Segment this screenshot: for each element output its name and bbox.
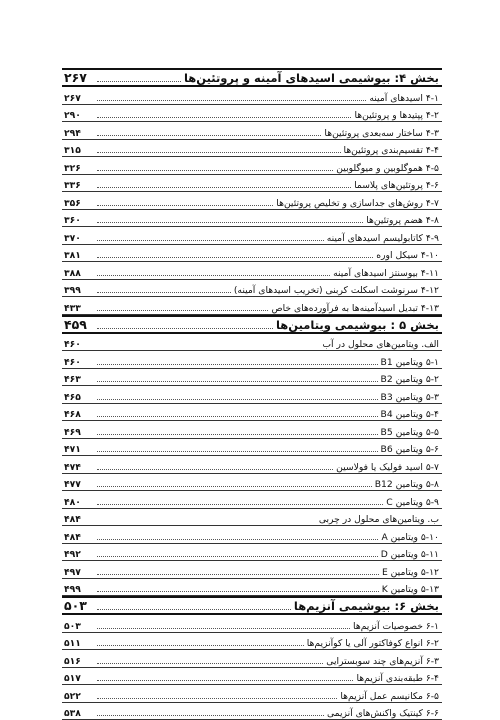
toc-entry-title: ۵-۶ ویتامین B6 — [381, 444, 442, 455]
dot-leader — [97, 328, 273, 329]
toc-entry-title: ۶-۵ مکانیسم عمل آنزیم‌ها — [340, 691, 442, 702]
toc-page-number: ۲۶۷ — [62, 70, 94, 85]
table-of-contents — [62, 68, 442, 720]
toc-page-number: ۵۱۷ — [62, 673, 94, 684]
dot-leader — [97, 663, 323, 664]
toc-entry-title: ۴-۱۰ سیکل اوره — [376, 250, 442, 261]
toc-entry-row — [62, 474, 442, 492]
toc-entry-row — [62, 456, 442, 474]
toc-entry-row — [62, 122, 442, 140]
toc-entry-row — [62, 210, 442, 228]
dot-leader — [97, 275, 330, 276]
toc-page-number: ۲۶۷ — [62, 93, 94, 104]
toc-entry-row — [62, 633, 442, 651]
toc-page-number: ۵۱۶ — [62, 656, 94, 667]
toc-section-row — [62, 596, 442, 615]
toc-entry-row — [62, 579, 442, 597]
toc-section-row — [62, 315, 442, 334]
dot-leader — [97, 539, 378, 540]
toc-entry-row — [62, 351, 442, 369]
dot-leader — [97, 680, 353, 681]
toc-page-number: ۵۳۸ — [62, 708, 94, 719]
toc-entry-row — [62, 386, 442, 404]
toc-entry-title: ۴-۲ پپتیدها و پروتئین‌ها — [354, 110, 442, 121]
toc-entry-title: ۵-۱ ویتامین B1 — [381, 357, 442, 368]
toc-section-row — [62, 68, 442, 87]
toc-entry-title: ۵-۷ اسید فولیک یا فولاسین — [336, 462, 442, 473]
toc-entry-row — [62, 192, 442, 210]
toc-entry-row — [62, 262, 442, 280]
toc-entry-title: ۴-۴ تقسیم‌بندی پروتئین‌ها — [344, 145, 442, 156]
dot-leader — [97, 628, 350, 629]
dot-leader — [97, 81, 181, 82]
toc-entry-title: ۴-۱۳ تبدیل اسیدآمینه‌ها به فرآورده‌های خاص — [271, 303, 442, 314]
dot-leader — [97, 292, 231, 293]
dot-leader — [97, 556, 378, 557]
toc-entry-row — [62, 509, 442, 527]
dot-leader — [97, 469, 333, 470]
toc-page-number: ۴۳۳ — [62, 303, 94, 314]
toc-entry-row — [62, 369, 442, 387]
toc-entry-row — [62, 334, 442, 352]
toc-page-number: ۳۶۰ — [62, 215, 94, 226]
toc-page-number: ۴۷۱ — [62, 444, 94, 455]
toc-page-number: ۴۷۴ — [62, 462, 94, 473]
toc-entry-title: ۵-۴ ویتامین B4 — [381, 409, 442, 420]
toc-page-number: ۴۹۷ — [62, 567, 94, 578]
toc-entry-title: بخش ۴: بیوشیمی اسیدهای آمینه و پروتئین‌ها — [184, 71, 442, 85]
toc-entry-row — [62, 491, 442, 509]
dot-leader — [97, 574, 379, 575]
toc-entry-title: ۵-۱۱ ویتامین D — [381, 549, 442, 560]
dot-leader — [97, 364, 378, 365]
toc-page-number: ۳۷۰ — [62, 233, 94, 244]
toc-page-number: ۳۸۱ — [62, 250, 94, 261]
toc-page-number: ۴۶۰ — [62, 357, 94, 368]
dot-leader — [97, 257, 373, 258]
toc-page-number: ۳۵۶ — [62, 198, 94, 209]
toc-entry-title: ۴-۹ کاتابولیسم اسیدهای آمینه — [327, 233, 442, 244]
toc-page-number: ۴۹۲ — [62, 549, 94, 560]
toc-entry-row — [62, 526, 442, 544]
toc-entry-title: بخش ۶: بیوشیمی آنزیم‌ها — [294, 599, 442, 613]
dot-leader — [97, 416, 378, 417]
toc-entry-row — [62, 157, 442, 175]
toc-entry-row — [62, 105, 442, 123]
toc-page-number: ۵۲۲ — [62, 691, 94, 702]
toc-page-number: ۴۸۴ — [62, 514, 94, 525]
toc-entry-title: ۶-۱ خصوصیات آنزیم‌ها — [353, 621, 442, 632]
dot-leader — [97, 645, 304, 646]
dot-leader — [97, 152, 341, 153]
toc-page-number: ۴۶۹ — [62, 427, 94, 438]
toc-page-number: ۲۹۴ — [62, 128, 94, 139]
dot-leader — [97, 486, 372, 487]
toc-page-number: ۴۷۷ — [62, 479, 94, 490]
toc-entry-title: ۵-۱۰ ویتامین A — [381, 532, 442, 543]
dot-leader — [97, 240, 324, 241]
toc-entry-title: ۵-۸ ویتامین B12 — [375, 479, 442, 490]
toc-entry-row — [62, 87, 442, 105]
toc-entry-title: ۶-۲ انواع کوفاکتور آلی یا کوآنزیم‌ها — [307, 638, 442, 649]
toc-page-number: ۴۶۰ — [62, 339, 94, 350]
toc-entry-title: ب. ویتامین‌های محلول در چربی — [319, 514, 442, 525]
toc-page-number: ۴۸۰ — [62, 497, 94, 508]
toc-page-number: ۴۶۳ — [62, 374, 94, 385]
toc-entry-row — [62, 561, 442, 579]
dot-leader — [97, 698, 337, 699]
toc-entry-title: ۶-۴ طبقه‌بندی آنزیم‌ها — [356, 673, 442, 684]
toc-entry-row — [62, 544, 442, 562]
toc-entry-row — [62, 615, 442, 633]
dot-leader — [97, 222, 363, 223]
dot-leader — [97, 135, 321, 136]
toc-page-number: ۴۸۴ — [62, 532, 94, 543]
toc-entry-row — [62, 439, 442, 457]
toc-page-number: ۵۰۳ — [62, 621, 94, 632]
toc-entry-row — [62, 245, 442, 263]
toc-entry-row — [62, 668, 442, 686]
toc-page-number: ۵۰۳ — [62, 598, 94, 613]
toc-page-number: ۳۸۸ — [62, 268, 94, 279]
toc-entry-title: ۵-۹ ویتامین C — [386, 497, 442, 508]
toc-entry-title: ۴-۱ اسیدهای آمینه — [369, 93, 442, 104]
dot-leader — [97, 434, 378, 435]
toc-entry-title: ۶-۶ کینتیک واکنش‌های آنزیمی — [327, 708, 442, 719]
dot-leader — [97, 381, 378, 382]
toc-page-number: ۴۶۵ — [62, 392, 94, 403]
dot-leader — [97, 399, 378, 400]
toc-entry-row — [62, 175, 442, 193]
toc-entry-title: ۴-۸ هضم پروتئین‌ها — [366, 215, 442, 226]
dot-leader — [97, 591, 379, 592]
dot-leader — [97, 187, 351, 188]
toc-page-number: ۳۳۶ — [62, 180, 94, 191]
dot-leader — [97, 205, 273, 206]
toc-entry-title: ۴-۱۲ سرنوشت اسکلت کربنی (تخریب اسیدهای آمینه) — [234, 285, 442, 296]
toc-page-number: ۳۲۶ — [62, 163, 94, 174]
toc-entry-row — [62, 421, 442, 439]
toc-entry-title: ۵-۱۲ ویتامین E — [382, 567, 442, 578]
toc-entry-title: ۶-۳ آنزیم‌های چند سوبسترایی — [326, 656, 442, 667]
toc-entry-title: ۴-۷ روش‌های جداسازی و تخلیص پروتئین‌ها — [276, 198, 442, 209]
toc-entry-row — [62, 227, 442, 245]
toc-entry-row — [62, 404, 442, 422]
dot-leader — [97, 609, 291, 610]
toc-entry-row — [62, 703, 442, 720]
toc-page-number: ۵۱۱ — [62, 638, 94, 649]
toc-page-number: ۳۱۵ — [62, 145, 94, 156]
dot-leader — [97, 117, 351, 118]
dot-leader — [97, 451, 378, 452]
toc-page-number: ۴۹۹ — [62, 584, 94, 595]
toc-entry-title: بخش ۵ : بیوشیمی ویتامین‌ها — [276, 318, 442, 332]
toc-entry-title: ۴-۶ پروتئین‌های پلاسما — [354, 180, 442, 191]
toc-entry-title: ۵-۱۳ ویتامین K — [382, 584, 442, 595]
toc-entry-title: ۵-۵ ویتامین B5 — [381, 427, 442, 438]
toc-entry-title: ۴-۵ هموگلوبین و میوگلوبین — [336, 163, 442, 174]
dot-leader — [97, 504, 383, 505]
toc-page-number: ۴۵۹ — [62, 317, 94, 332]
toc-entry-title: ۵-۲ ویتامین B2 — [381, 374, 442, 385]
toc-entry-row — [62, 650, 442, 668]
toc-page-number: ۴۶۸ — [62, 409, 94, 420]
toc-entry-title: ۴-۱۱ بیوسنتز اسیدهای آمینه — [333, 268, 442, 279]
toc-entry-title: ۴-۳ ساختار سه‌بعدی پروتئین‌ها — [324, 128, 442, 139]
toc-entry-row — [62, 297, 442, 315]
toc-entry-row — [62, 280, 442, 298]
toc-page-number: ۳۹۹ — [62, 285, 94, 296]
toc-entry-title: الف. ویتامین‌های محلول در آب — [322, 339, 442, 350]
dot-leader — [97, 100, 366, 101]
dot-leader — [97, 715, 324, 716]
dot-leader — [97, 170, 333, 171]
toc-entry-row — [62, 140, 442, 158]
toc-page-number: ۲۹۰ — [62, 110, 94, 121]
toc-entry-title: ۵-۳ ویتامین B3 — [381, 392, 442, 403]
dot-leader — [97, 310, 268, 311]
